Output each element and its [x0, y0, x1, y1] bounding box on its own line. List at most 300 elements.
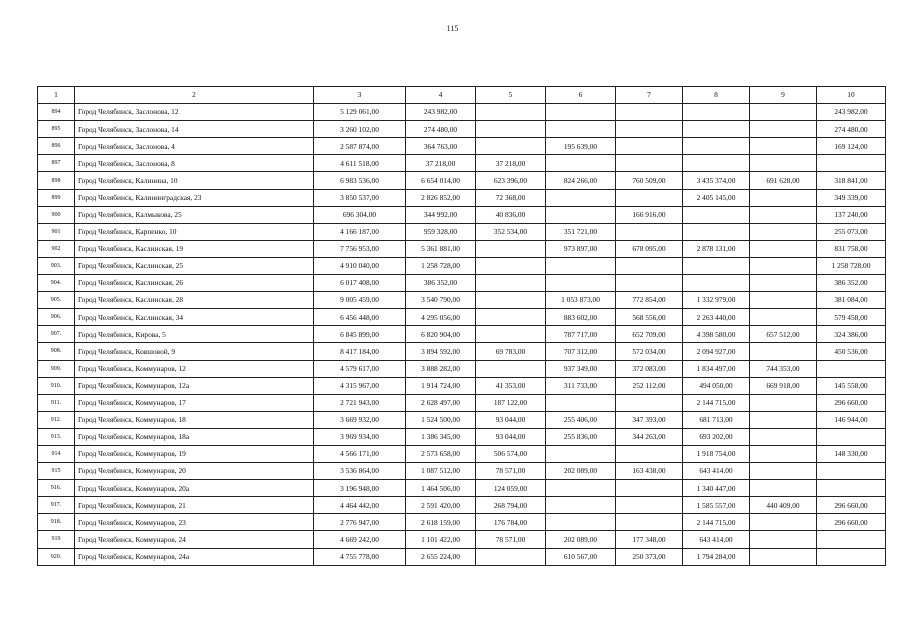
value-cell-8 [683, 223, 750, 240]
table-row [38, 445, 886, 462]
value-cell-5 [476, 121, 546, 138]
table-row [38, 497, 886, 514]
column-header-3: 3 [314, 87, 406, 104]
value-cell-7: 166 916,00 [616, 206, 683, 223]
table-row [38, 531, 886, 548]
value-cell-10 [817, 531, 886, 548]
value-cell-6: 255 406,00 [546, 411, 616, 428]
value-cell-9 [750, 240, 817, 257]
value-cell-8 [683, 206, 750, 223]
value-cell-4: 2 573 658,00 [406, 445, 476, 462]
value-cell-10 [817, 428, 886, 445]
table-row [38, 411, 886, 428]
value-cell-4: 364 763,00 [406, 138, 476, 155]
value-cell-8: 1 585 557,00 [683, 497, 750, 514]
value-cell-5: 40 836,00 [476, 206, 546, 223]
row-number-cell: 895 [38, 121, 75, 138]
value-cell-10: 296 660,00 [817, 497, 886, 514]
value-cell-4: 274 480,00 [406, 121, 476, 138]
value-cell-7: 568 556,00 [616, 309, 683, 326]
value-cell-5: 37 218,00 [476, 155, 546, 172]
row-number-cell: 920. [38, 548, 75, 565]
value-cell-5 [476, 104, 546, 121]
table-row [38, 292, 886, 309]
value-cell-8: 693 202,00 [683, 428, 750, 445]
value-cell-9 [750, 548, 817, 565]
value-cell-6 [546, 445, 616, 462]
value-cell-3: 5 129 061,00 [314, 104, 406, 121]
address-cell: Город Челябинск, Коммунаров, 12 [75, 360, 314, 377]
value-cell-8: 2 878 131,00 [683, 240, 750, 257]
address-cell: Город Челябинск, Коммунаров, 24 [75, 531, 314, 548]
value-cell-8: 681 713,00 [683, 411, 750, 428]
value-cell-10 [817, 480, 886, 497]
row-number-cell: 910. [38, 377, 75, 394]
value-cell-6 [546, 121, 616, 138]
address-cell: Город Челябинск, Карпенко, 10 [75, 223, 314, 240]
value-cell-4: 344 992,00 [406, 206, 476, 223]
table-row [38, 514, 886, 531]
row-number-cell: 919 [38, 531, 75, 548]
value-cell-9 [750, 480, 817, 497]
column-header-1: 1 [38, 87, 75, 104]
row-number-cell: 907. [38, 326, 75, 343]
value-cell-3: 3 536 864,00 [314, 463, 406, 480]
value-cell-3: 3 196 948,00 [314, 480, 406, 497]
value-cell-10: 1 258 728,00 [817, 257, 886, 274]
value-cell-8: 643 414,00 [683, 531, 750, 548]
row-number-cell: 917. [38, 497, 75, 514]
value-cell-7: 347 393,00 [616, 411, 683, 428]
value-cell-5 [476, 240, 546, 257]
table-row [38, 206, 886, 223]
address-cell: Город Челябинск, Коммунаров, 18 [75, 411, 314, 428]
value-cell-10: 296 660,00 [817, 394, 886, 411]
value-cell-7: 250 373,00 [616, 548, 683, 565]
value-cell-10: 579 458,00 [817, 309, 886, 326]
row-number-cell: 905. [38, 292, 75, 309]
row-number-cell: 908. [38, 343, 75, 360]
value-cell-9 [750, 343, 817, 360]
value-cell-4: 386 352,00 [406, 275, 476, 292]
value-cell-6 [546, 480, 616, 497]
value-cell-5: 78 571,00 [476, 463, 546, 480]
value-cell-9 [750, 206, 817, 223]
value-cell-6 [546, 514, 616, 531]
value-cell-10: 381 084,00 [817, 292, 886, 309]
value-cell-9 [750, 394, 817, 411]
value-cell-9 [750, 514, 817, 531]
value-cell-7: 572 034,00 [616, 343, 683, 360]
value-cell-5: 506 574,00 [476, 445, 546, 462]
value-cell-10: 831 758,00 [817, 240, 886, 257]
table-row [38, 275, 886, 292]
value-cell-8: 3 435 374,00 [683, 172, 750, 189]
value-cell-7 [616, 480, 683, 497]
address-cell: Город Челябинск, Коммунаров, 24а [75, 548, 314, 565]
value-cell-7 [616, 155, 683, 172]
value-cell-6: 883 602,00 [546, 309, 616, 326]
value-cell-6: 202 089,00 [546, 531, 616, 548]
value-cell-4: 2 826 852,00 [406, 189, 476, 206]
value-cell-5 [476, 275, 546, 292]
address-cell: Город Челябинск, Каслинская, 25 [75, 257, 314, 274]
table-body [38, 104, 886, 566]
value-cell-9: 669 918,00 [750, 377, 817, 394]
table-row [38, 377, 886, 394]
value-cell-7: 344 263,00 [616, 428, 683, 445]
address-cell: Город Челябинск, Коммунаров, 17 [75, 394, 314, 411]
value-cell-4: 1 258 728,00 [406, 257, 476, 274]
value-cell-9 [750, 257, 817, 274]
value-cell-10: 296 660,00 [817, 514, 886, 531]
value-cell-3: 3 969 934,00 [314, 428, 406, 445]
table-row [38, 463, 886, 480]
address-cell: Город Челябинск, Каслинская, 19 [75, 240, 314, 257]
value-cell-7 [616, 223, 683, 240]
value-cell-3: 2 776 947,00 [314, 514, 406, 531]
value-cell-6: 973 897,00 [546, 240, 616, 257]
value-cell-7 [616, 104, 683, 121]
value-cell-10: 243 982,00 [817, 104, 886, 121]
value-cell-3: 4 755 778,00 [314, 548, 406, 565]
value-cell-7: 177 348,00 [616, 531, 683, 548]
value-cell-3: 4 910 040,00 [314, 257, 406, 274]
table-row [38, 360, 886, 377]
value-cell-7 [616, 121, 683, 138]
value-cell-5 [476, 360, 546, 377]
table-row [38, 257, 886, 274]
value-cell-9 [750, 138, 817, 155]
value-cell-5: 352 534,00 [476, 223, 546, 240]
address-cell: Город Челябинск, Каслинская, 28 [75, 292, 314, 309]
value-cell-3: 6 845 899,00 [314, 326, 406, 343]
table-row [38, 121, 886, 138]
table-row [38, 309, 886, 326]
value-cell-3: 4 166 187,00 [314, 223, 406, 240]
value-cell-10: 255 073,00 [817, 223, 886, 240]
column-header-6: 6 [546, 87, 616, 104]
value-cell-9 [750, 189, 817, 206]
table-row [38, 223, 886, 240]
table-row [38, 548, 886, 565]
value-cell-6 [546, 275, 616, 292]
value-cell-7: 760 509,00 [616, 172, 683, 189]
value-cell-8: 2 144 715,00 [683, 394, 750, 411]
value-cell-3: 4 669 242,00 [314, 531, 406, 548]
value-cell-7: 163 438,00 [616, 463, 683, 480]
value-cell-7 [616, 394, 683, 411]
value-cell-8: 4 398 580,00 [683, 326, 750, 343]
value-cell-6: 311 733,00 [546, 377, 616, 394]
value-cell-9 [750, 223, 817, 240]
address-cell: Город Челябинск, Каслинская, 26 [75, 275, 314, 292]
value-cell-8 [683, 104, 750, 121]
value-cell-7 [616, 138, 683, 155]
value-cell-8: 2 094 927,00 [683, 343, 750, 360]
value-cell-3: 3 669 932,00 [314, 411, 406, 428]
row-number-cell: 901 [38, 223, 75, 240]
value-cell-6 [546, 189, 616, 206]
address-cell: Город Челябинск, Заслонова, 4 [75, 138, 314, 155]
value-cell-7: 678 095,00 [616, 240, 683, 257]
value-cell-9: 657 512,00 [750, 326, 817, 343]
address-cell: Город Челябинск, Кирова, 5 [75, 326, 314, 343]
page-number: 115 [446, 24, 459, 33]
value-cell-8 [683, 121, 750, 138]
value-cell-9 [750, 104, 817, 121]
address-cell: Город Челябинск, Заслонова, 12 [75, 104, 314, 121]
value-cell-9 [750, 292, 817, 309]
value-cell-10: 148 330,00 [817, 445, 886, 462]
value-cell-6: 937 349,00 [546, 360, 616, 377]
value-cell-4: 2 618 159,00 [406, 514, 476, 531]
value-cell-6: 824 266,00 [546, 172, 616, 189]
value-cell-5: 176 784,00 [476, 514, 546, 531]
value-cell-3: 4 579 617,00 [314, 360, 406, 377]
value-cell-8: 2 263 440,00 [683, 309, 750, 326]
value-cell-3: 6 983 536,00 [314, 172, 406, 189]
table-row [38, 138, 886, 155]
address-cell: Город Челябинск, Коммунаров, 18а [75, 428, 314, 445]
value-cell-4: 3 888 282,00 [406, 360, 476, 377]
row-number-cell: 894 [38, 104, 75, 121]
value-cell-6: 610 567,00 [546, 548, 616, 565]
value-cell-4: 37 218,00 [406, 155, 476, 172]
value-cell-3: 8 417 184,00 [314, 343, 406, 360]
value-cell-9 [750, 428, 817, 445]
value-cell-5 [476, 309, 546, 326]
address-cell: Город Челябинск, Коммунаров, 23 [75, 514, 314, 531]
value-cell-8 [683, 138, 750, 155]
value-cell-4: 1 524 500,00 [406, 411, 476, 428]
value-cell-4: 1 101 422,00 [406, 531, 476, 548]
table-row [38, 326, 886, 343]
value-cell-8 [683, 257, 750, 274]
value-cell-10: 318 841,00 [817, 172, 886, 189]
row-number-cell: 915 [38, 463, 75, 480]
value-cell-9 [750, 463, 817, 480]
value-cell-10: 386 352,00 [817, 275, 886, 292]
address-cell: Город Челябинск, Заслонова, 14 [75, 121, 314, 138]
value-cell-9 [750, 531, 817, 548]
value-cell-8: 1 332 979,00 [683, 292, 750, 309]
address-cell: Город Челябинск, Ковшовой, 9 [75, 343, 314, 360]
row-number-cell: 900 [38, 206, 75, 223]
value-cell-4: 243 982,00 [406, 104, 476, 121]
value-cell-8 [683, 275, 750, 292]
row-number-cell: 898 [38, 172, 75, 189]
address-cell: Город Челябинск, Коммунаров, 20а [75, 480, 314, 497]
value-cell-6: 202 089,00 [546, 463, 616, 480]
value-cell-5: 93 044,00 [476, 428, 546, 445]
table-row [38, 155, 886, 172]
value-cell-5 [476, 292, 546, 309]
value-cell-5: 268 794,00 [476, 497, 546, 514]
value-cell-10: 450 536,00 [817, 343, 886, 360]
value-cell-4: 6 820 904,00 [406, 326, 476, 343]
row-number-cell: 914 [38, 445, 75, 462]
value-cell-10: 146 944,00 [817, 411, 886, 428]
value-cell-10 [817, 463, 886, 480]
table-row [38, 240, 886, 257]
value-cell-8: 643 414,00 [683, 463, 750, 480]
table-header-row [38, 87, 886, 104]
table-row [38, 343, 886, 360]
value-cell-4: 1 386 345,00 [406, 428, 476, 445]
value-cell-4: 1 464 506,00 [406, 480, 476, 497]
value-cell-6: 351 721,00 [546, 223, 616, 240]
address-cell: Город Челябинск, Калмыкова, 25 [75, 206, 314, 223]
value-cell-7: 772 854,00 [616, 292, 683, 309]
value-cell-10 [817, 548, 886, 565]
column-header-5: 5 [476, 87, 546, 104]
column-header-9: 9 [750, 87, 817, 104]
value-cell-8 [683, 155, 750, 172]
value-cell-6: 195 639,00 [546, 138, 616, 155]
value-cell-9: 691 628,00 [750, 172, 817, 189]
value-cell-7 [616, 275, 683, 292]
value-cell-10 [817, 360, 886, 377]
address-cell: Город Челябинск, Коммунаров, 20 [75, 463, 314, 480]
value-cell-7: 252 112,00 [616, 377, 683, 394]
row-number-cell: 912. [38, 411, 75, 428]
value-cell-5 [476, 548, 546, 565]
address-cell: Город Челябинск, Каслинская, 34 [75, 309, 314, 326]
value-cell-4: 3 894 592,00 [406, 343, 476, 360]
row-number-cell: 899 [38, 189, 75, 206]
value-cell-6 [546, 257, 616, 274]
value-cell-6 [546, 497, 616, 514]
column-header-10: 10 [817, 87, 886, 104]
table-row [38, 104, 886, 121]
value-cell-9 [750, 309, 817, 326]
value-cell-6 [546, 206, 616, 223]
value-cell-10: 145 558,00 [817, 377, 886, 394]
value-cell-4: 959 328,00 [406, 223, 476, 240]
value-cell-6 [546, 155, 616, 172]
address-cell: Город Челябинск, Коммунаров, 12а [75, 377, 314, 394]
value-cell-7 [616, 189, 683, 206]
value-cell-5: 124 059,00 [476, 480, 546, 497]
value-cell-3: 4 566 171,00 [314, 445, 406, 462]
value-cell-5 [476, 326, 546, 343]
value-cell-9 [750, 445, 817, 462]
value-cell-4: 1 914 724,00 [406, 377, 476, 394]
value-cell-3: 6 456 448,00 [314, 309, 406, 326]
value-cell-5: 93 044,00 [476, 411, 546, 428]
value-cell-10 [817, 155, 886, 172]
value-cell-8: 1 918 754,00 [683, 445, 750, 462]
value-cell-9 [750, 275, 817, 292]
value-cell-4: 4 295 056,00 [406, 309, 476, 326]
value-cell-4: 1 087 512,00 [406, 463, 476, 480]
row-number-cell: 902 [38, 240, 75, 257]
value-cell-5: 69 783,00 [476, 343, 546, 360]
value-cell-3: 4 315 967,00 [314, 377, 406, 394]
address-cell: Город Челябинск, Коммунаров, 21 [75, 497, 314, 514]
row-number-cell: 897 [38, 155, 75, 172]
address-cell: Город Челябинск, Калинина, 10 [75, 172, 314, 189]
value-cell-4: 2 591 420,00 [406, 497, 476, 514]
value-cell-6 [546, 394, 616, 411]
row-number-cell: 906. [38, 309, 75, 326]
value-cell-10: 324 386,00 [817, 326, 886, 343]
value-cell-3: 4 611 518,00 [314, 155, 406, 172]
row-number-cell: 911. [38, 394, 75, 411]
row-number-cell: 918. [38, 514, 75, 531]
value-cell-5: 187 122,00 [476, 394, 546, 411]
value-cell-5 [476, 257, 546, 274]
value-cell-6: 1 053 873,00 [546, 292, 616, 309]
value-cell-3: 2 587 874,00 [314, 138, 406, 155]
column-header-7: 7 [616, 87, 683, 104]
value-cell-8: 1 834 497,00 [683, 360, 750, 377]
value-cell-3: 2 721 943,00 [314, 394, 406, 411]
value-cell-10: 274 480,00 [817, 121, 886, 138]
table-row [38, 428, 886, 445]
value-cell-5: 78 571,00 [476, 531, 546, 548]
value-cell-7 [616, 257, 683, 274]
value-cell-8: 1 794 284,00 [683, 548, 750, 565]
value-cell-7 [616, 497, 683, 514]
value-cell-5 [476, 138, 546, 155]
table-row [38, 189, 886, 206]
value-cell-3: 3 850 537,00 [314, 189, 406, 206]
value-cell-8: 494 050,00 [683, 377, 750, 394]
value-cell-9 [750, 155, 817, 172]
value-cell-6: 707 312,00 [546, 343, 616, 360]
value-cell-8: 2 144 715,00 [683, 514, 750, 531]
value-cell-3: 6 017 408,00 [314, 275, 406, 292]
value-cell-9 [750, 121, 817, 138]
value-cell-6: 787 717,00 [546, 326, 616, 343]
value-cell-4: 2 628 497,00 [406, 394, 476, 411]
value-cell-5: 623 396,00 [476, 172, 546, 189]
value-cell-7 [616, 514, 683, 531]
value-cell-3: 9 005 459,00 [314, 292, 406, 309]
row-number-cell: 913. [38, 428, 75, 445]
value-cell-7 [616, 445, 683, 462]
value-cell-10: 169 124,00 [817, 138, 886, 155]
value-cell-8: 2 405 145,00 [683, 189, 750, 206]
row-number-cell: 909. [38, 360, 75, 377]
table-row [38, 394, 886, 411]
value-cell-5: 72 368,00 [476, 189, 546, 206]
row-number-cell: 896 [38, 138, 75, 155]
value-cell-7: 372 083,00 [616, 360, 683, 377]
value-cell-10: 349 339,00 [817, 189, 886, 206]
value-cell-8: 1 340 447,00 [683, 480, 750, 497]
value-cell-3: 7 756 953,00 [314, 240, 406, 257]
value-cell-9 [750, 411, 817, 428]
value-cell-4: 5 361 881,00 [406, 240, 476, 257]
value-cell-4: 6 654 014,00 [406, 172, 476, 189]
value-cell-3: 3 260 102,00 [314, 121, 406, 138]
value-cell-4: 2 655 224,00 [406, 548, 476, 565]
address-cell: Город Челябинск, Калининградская, 23 [75, 189, 314, 206]
value-cell-9: 744 353,00 [750, 360, 817, 377]
row-number-cell: 903. [38, 257, 75, 274]
address-cell: Город Челябинск, Заслонова, 8 [75, 155, 314, 172]
value-cell-10: 137 240,00 [817, 206, 886, 223]
address-cell: Город Челябинск, Коммунаров, 19 [75, 445, 314, 462]
column-header-4: 4 [406, 87, 476, 104]
value-cell-3: 4 464 442,00 [314, 497, 406, 514]
value-cell-4: 3 540 790,00 [406, 292, 476, 309]
value-cell-6 [546, 104, 616, 121]
value-cell-6: 255 836,00 [546, 428, 616, 445]
